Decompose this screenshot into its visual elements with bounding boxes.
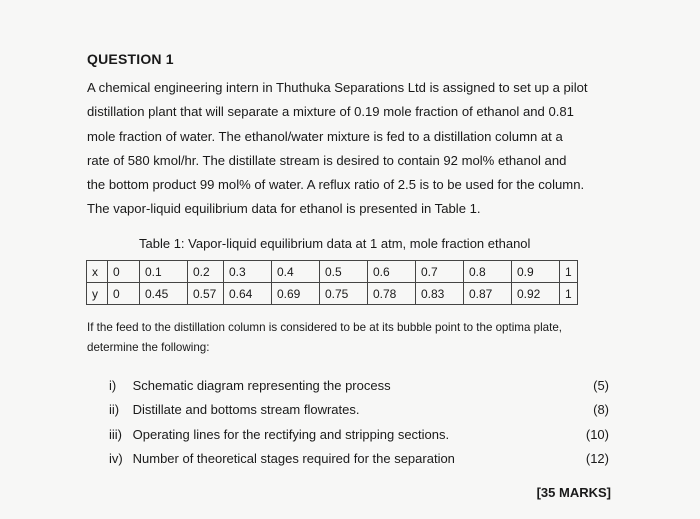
paragraph-line: distillation plant that will separate a mixture of 0.19 mole fraction of ethanol and 0.81 — [87, 104, 574, 120]
total-marks: [35 MARKS] — [536, 485, 611, 500]
item-marks: (10) — [585, 426, 609, 442]
paragraph-line: mole fraction of water. The ethanol/water mixture is fed to a distillation column at a — [87, 128, 563, 144]
table-cell: 0.8 — [464, 261, 512, 283]
sub-question-item — [109, 423, 609, 447]
table-cell: 0 — [108, 283, 140, 305]
paragraph-line: rate of 580 kmol/hr. The distillate stream is desired to contain 92 mol% ethanol and — [87, 152, 567, 168]
item-number: iii) — [109, 426, 122, 442]
question-heading: QUESTION 1 — [87, 51, 174, 67]
paragraph-line: the bottom product 99 mol% of water. A reflux ratio of 2.5 is to be used for the column. — [87, 177, 585, 193]
table-cell: 0.7 — [416, 261, 464, 283]
table-cell: 0.64 — [224, 283, 272, 305]
item-text: Distillate and bottoms stream flowrates. — [132, 402, 360, 418]
table-row-x — [87, 261, 578, 283]
table-cell: 0.75 — [320, 283, 368, 305]
item-number: ii) — [109, 402, 120, 418]
sub-question-item — [109, 374, 609, 398]
table-cell: 0.5 — [320, 261, 368, 283]
table-cell: 0.78 — [368, 283, 416, 305]
table-cell: 0.2 — [188, 261, 224, 283]
table-cell: 0.83 — [416, 283, 464, 305]
table-cell: 0.1 — [140, 261, 188, 283]
item-text: Schematic diagram representing the process — [132, 378, 391, 393]
row-label: y — [87, 283, 108, 305]
table-cell: 0.6 — [368, 261, 416, 283]
table-cell: 1 — [560, 283, 578, 305]
instructions-intro — [87, 318, 622, 358]
item-marks: (5) — [593, 378, 609, 393]
vle-data-table — [86, 260, 578, 305]
table-cell: 0.69 — [272, 283, 320, 305]
table-cell: 0 — [108, 261, 140, 283]
sub-question-item — [109, 447, 609, 471]
item-marks: (12) — [585, 450, 609, 466]
table-row-y — [87, 283, 578, 305]
item-text: Number of theoretical stages required for the separation — [132, 450, 455, 466]
table-cell: 0.87 — [464, 283, 512, 305]
paragraph-line: A chemical engineering intern in Thuthuka Separations Ltd is assigned to set up a pilot — [87, 80, 588, 95]
row-label: x — [87, 261, 108, 283]
table-cell: 0.45 — [140, 283, 188, 305]
item-number: i) — [109, 378, 117, 393]
intro-line: If the feed to the distillation column is considered to be at its bubble point to the optima plate, — [87, 321, 562, 334]
table-cell: 0.4 — [272, 261, 320, 283]
item-text: Operating lines for the rectifying and stripping sections. — [132, 426, 450, 442]
question-paragraph — [87, 76, 615, 222]
intro-line: determine the following: — [87, 341, 210, 354]
item-marks: (8) — [593, 402, 609, 418]
table-cell: 1 — [560, 261, 578, 283]
table-cell: 0.3 — [224, 261, 272, 283]
item-number: iv) — [109, 450, 123, 466]
table-cell: 0.92 — [512, 283, 560, 305]
table-cell: 0.9 — [512, 261, 560, 283]
table-cell: 0.57 — [188, 283, 224, 305]
paragraph-line: The vapor-liquid equilibrium data for ethanol is presented in Table 1. — [87, 201, 481, 217]
table-caption: Table 1: Vapor-liquid equilibrium data at 1 atm, mole fraction ethanol — [139, 236, 531, 251]
sub-question-list — [109, 374, 609, 471]
sub-question-item — [109, 398, 609, 422]
